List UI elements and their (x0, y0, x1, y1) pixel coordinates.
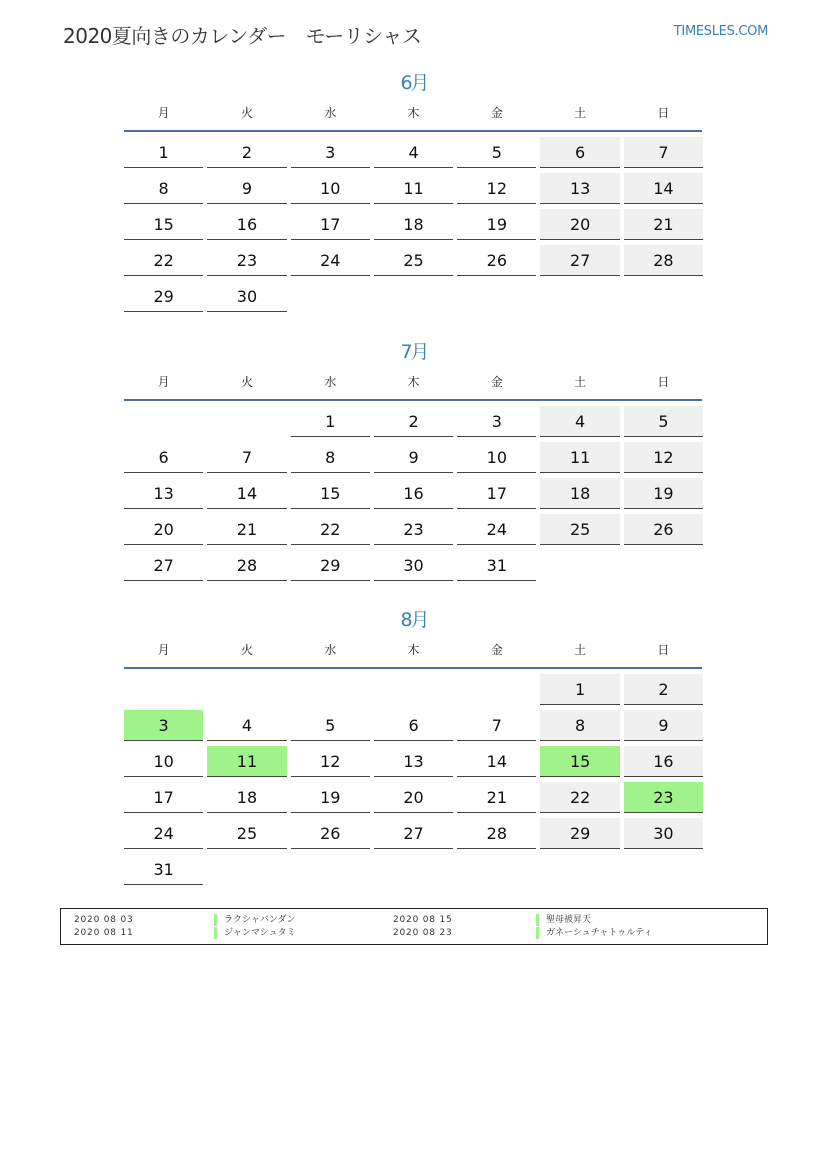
weekday-label: 金 (490, 106, 503, 120)
day-cell: 22 (540, 782, 619, 813)
day-cell: 29 (291, 550, 370, 581)
empty-day-cell (124, 406, 203, 437)
weekday-header (124, 373, 704, 393)
weekday-label: 金 (490, 375, 503, 389)
day-cell: 6 (540, 137, 619, 168)
legend-holiday-name: ガネーシュチャトゥルティ (536, 927, 652, 939)
day-cell: 18 (540, 478, 619, 509)
holiday-day-cell: 3 (124, 710, 203, 741)
empty-day-cell (124, 674, 203, 705)
week-row (124, 281, 704, 317)
week-row (124, 137, 704, 173)
day-cell: 30 (207, 281, 286, 312)
week-row (124, 746, 704, 782)
day-cell: 14 (457, 746, 536, 777)
weekday-label: 水 (324, 375, 337, 389)
day-cell: 2 (207, 137, 286, 168)
weekday-label: 土 (574, 375, 587, 389)
empty-day-cell (540, 281, 619, 312)
day-cell: 12 (624, 442, 703, 473)
month-title: 7月 (400, 341, 428, 363)
day-cell: 19 (457, 209, 536, 240)
day-cell: 25 (374, 245, 453, 276)
empty-day-cell (540, 550, 619, 581)
weekday-label: 月 (157, 643, 170, 657)
legend-date: 2020 08 23 (393, 928, 453, 938)
legend-date: 2020 08 03 (74, 915, 134, 925)
day-cell: 14 (624, 173, 703, 204)
page-title: 2020夏向きのカレンダー モーリシャス (63, 24, 422, 48)
day-cell: 7 (624, 137, 703, 168)
day-cell: 1 (291, 406, 370, 437)
weekday-header (124, 641, 704, 661)
day-cell: 11 (540, 442, 619, 473)
day-cell: 10 (457, 442, 536, 473)
legend-holiday-name: 聖母被昇天 (536, 914, 591, 926)
day-cell: 24 (124, 818, 203, 849)
day-cell: 7 (457, 710, 536, 741)
day-cell: 28 (457, 818, 536, 849)
day-cell: 31 (124, 854, 203, 885)
holiday-day-cell: 11 (207, 746, 286, 777)
header-divider (124, 667, 702, 669)
legend-date: 2020 08 11 (74, 928, 134, 938)
day-cell: 11 (374, 173, 453, 204)
holiday-legend (60, 908, 768, 945)
day-cell: 21 (207, 514, 286, 545)
day-cell: 29 (124, 281, 203, 312)
month-title: 8月 (400, 609, 428, 631)
legend-date: 2020 08 15 (393, 915, 453, 925)
weekday-label: 水 (324, 106, 337, 120)
weekday-label: 日 (657, 375, 670, 389)
day-cell: 28 (207, 550, 286, 581)
day-cell: 9 (624, 710, 703, 741)
day-cell: 27 (124, 550, 203, 581)
day-cell: 26 (291, 818, 370, 849)
day-cell: 17 (291, 209, 370, 240)
day-cell: 16 (374, 478, 453, 509)
day-cell: 19 (291, 782, 370, 813)
month-june (124, 70, 704, 317)
empty-day-cell (291, 854, 370, 885)
day-cell: 5 (457, 137, 536, 168)
day-cell: 6 (374, 710, 453, 741)
weekday-label: 月 (157, 106, 170, 120)
weekday-label: 火 (240, 106, 253, 120)
day-cell: 28 (624, 245, 703, 276)
week-row (124, 550, 704, 586)
day-cell: 22 (124, 245, 203, 276)
day-cell: 27 (374, 818, 453, 849)
day-cell: 20 (540, 209, 619, 240)
weekday-label: 火 (240, 375, 253, 389)
empty-day-cell (291, 674, 370, 705)
weekday-label: 水 (324, 643, 337, 657)
week-row (124, 854, 704, 890)
week-row (124, 818, 704, 854)
day-cell: 2 (374, 406, 453, 437)
day-cell: 24 (291, 245, 370, 276)
empty-day-cell (374, 854, 453, 885)
day-cell: 2 (624, 674, 703, 705)
weekday-label: 金 (490, 643, 503, 657)
week-row (124, 710, 704, 746)
day-cell: 4 (540, 406, 619, 437)
week-row (124, 442, 704, 478)
day-cell: 5 (624, 406, 703, 437)
day-cell: 30 (374, 550, 453, 581)
day-cell: 20 (374, 782, 453, 813)
empty-day-cell (540, 854, 619, 885)
day-cell: 10 (291, 173, 370, 204)
day-cell: 24 (457, 514, 536, 545)
day-cell: 13 (540, 173, 619, 204)
weekday-label: 土 (574, 106, 587, 120)
empty-day-cell (457, 281, 536, 312)
day-cell: 12 (291, 746, 370, 777)
day-cell: 17 (124, 782, 203, 813)
day-cell: 29 (540, 818, 619, 849)
day-cell: 1 (124, 137, 203, 168)
day-cell: 7 (207, 442, 286, 473)
empty-day-cell (624, 550, 703, 581)
empty-day-cell (457, 674, 536, 705)
day-cell: 23 (374, 514, 453, 545)
weekday-label: 月 (157, 375, 170, 389)
day-cell: 9 (374, 442, 453, 473)
week-row (124, 209, 704, 245)
weekday-label: 木 (407, 106, 420, 120)
legend-holiday-name: ジャンマシュタミ (214, 927, 296, 939)
day-cell: 21 (457, 782, 536, 813)
empty-day-cell (207, 406, 286, 437)
day-cell: 14 (207, 478, 286, 509)
empty-day-cell (207, 854, 286, 885)
day-cell: 8 (540, 710, 619, 741)
empty-day-cell (624, 854, 703, 885)
empty-day-cell (291, 281, 370, 312)
day-cell: 22 (291, 514, 370, 545)
day-cell: 16 (624, 746, 703, 777)
weekday-label: 木 (407, 643, 420, 657)
day-cell: 26 (457, 245, 536, 276)
weekday-label: 木 (407, 375, 420, 389)
holiday-day-cell: 15 (540, 746, 619, 777)
day-cell: 23 (207, 245, 286, 276)
day-cell: 13 (374, 746, 453, 777)
day-cell: 3 (457, 406, 536, 437)
day-cell: 15 (291, 478, 370, 509)
day-cell: 4 (207, 710, 286, 741)
day-cell: 4 (374, 137, 453, 168)
empty-day-cell (457, 854, 536, 885)
week-row (124, 406, 704, 442)
weekday-label: 日 (657, 643, 670, 657)
day-cell: 18 (374, 209, 453, 240)
day-cell: 25 (540, 514, 619, 545)
day-cell: 21 (624, 209, 703, 240)
week-row (124, 782, 704, 818)
header-divider (124, 130, 702, 132)
day-cell: 13 (124, 478, 203, 509)
day-cell: 17 (457, 478, 536, 509)
weekday-header (124, 104, 704, 124)
day-cell: 25 (207, 818, 286, 849)
month-title: 6月 (400, 72, 428, 94)
empty-day-cell (207, 674, 286, 705)
day-cell: 8 (124, 173, 203, 204)
day-cell: 20 (124, 514, 203, 545)
week-row (124, 478, 704, 514)
weekday-label: 日 (657, 106, 670, 120)
day-cell: 19 (624, 478, 703, 509)
day-cell: 12 (457, 173, 536, 204)
week-row (124, 674, 704, 710)
day-cell: 15 (124, 209, 203, 240)
day-cell: 10 (124, 746, 203, 777)
empty-day-cell (374, 674, 453, 705)
day-cell: 3 (291, 137, 370, 168)
day-cell: 18 (207, 782, 286, 813)
month-august (124, 607, 704, 890)
weekday-label: 土 (574, 643, 587, 657)
weekday-label: 火 (240, 643, 253, 657)
day-cell: 6 (124, 442, 203, 473)
empty-day-cell (374, 281, 453, 312)
day-cell: 27 (540, 245, 619, 276)
legend-holiday-name: ラクシャバンダン (214, 914, 296, 926)
day-cell: 16 (207, 209, 286, 240)
brand-link[interactable]: TIMESLES.COM (673, 24, 768, 39)
week-row (124, 173, 704, 209)
holiday-day-cell: 23 (624, 782, 703, 813)
day-cell: 1 (540, 674, 619, 705)
week-row (124, 245, 704, 281)
month-july (124, 339, 704, 586)
header-divider (124, 399, 702, 401)
day-cell: 5 (291, 710, 370, 741)
day-cell: 9 (207, 173, 286, 204)
day-cell: 30 (624, 818, 703, 849)
day-cell: 26 (624, 514, 703, 545)
day-cell: 31 (457, 550, 536, 581)
day-cell: 8 (291, 442, 370, 473)
week-row (124, 514, 704, 550)
empty-day-cell (624, 281, 703, 312)
